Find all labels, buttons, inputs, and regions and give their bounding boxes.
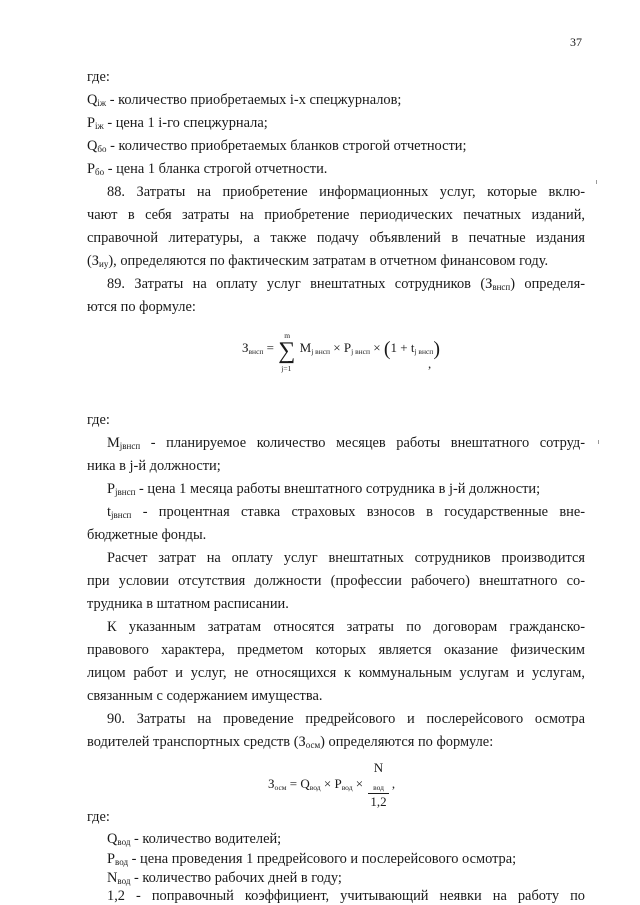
fraction: N $_{вод}$ 1,2 xyxy=(370,760,387,809)
p-incl-line-4: связанным с содержанием имущества. xyxy=(87,688,323,704)
def-pbo: $P_{бо}$ - цена 1 бланка строгой отчетности. xyxy=(87,161,328,177)
p-incl-line-1: К указанным затратам относятся затраты по договорам гражданско- xyxy=(107,619,585,635)
where-label-3: где: xyxy=(87,809,110,825)
formula-zosm: $З_{осм} = Q_{вод} \times P_{вод}$ × N $_{вод}$ 1,2 , xyxy=(268,760,396,809)
p89-line-1: 89. Затраты на оплату услуг внештатных сотрудников $(З_{внсп})$ определя- xyxy=(107,276,585,292)
p-calc-line-3: трудника в штатном расписании. xyxy=(87,596,289,612)
def-pjvnsp: $P_{jвнсп}$ - цена 1 месяца работы внештатного сотрудника в j-й должности; xyxy=(107,481,541,497)
def-nvod: $N_{вод}$ - количество рабочих дней в году; xyxy=(107,870,342,886)
sum-symbol: ∑ m j=1 xyxy=(278,331,296,373)
formula1-comma: , xyxy=(428,356,432,371)
p88-line-3: справочной литературы, а также подачу объявлений в печатные издания xyxy=(87,230,585,246)
scan-speck xyxy=(596,180,597,184)
def-mjvnsp: $M_{jвнсп}$ - планируемое количество месяцев работы внештатного сотруд- xyxy=(107,435,585,451)
def-qbo: $Q_{бо}$ - количество приобретаемых бланков строгой отчетности; xyxy=(87,138,467,154)
def-qizh: $Q_{iж}$ - количество приобретаемых i-х спецжурналов; xyxy=(87,92,402,108)
def-pizh: $P_{iж}$ - цена 1 i-го спецжурнала; xyxy=(87,115,268,131)
p88-line-2: чают в себя затраты на приобретение периодических печатных изданий, xyxy=(87,207,585,223)
scan-speck xyxy=(598,440,599,444)
def-coef-line-1: 1,2 - поправочный коэффициент, учитывающий неявки на работу по xyxy=(107,888,585,904)
p-incl-line-3: лицом работ и услуг, не относящихся к коммунальным услугам и услугам, xyxy=(87,665,585,681)
p88-line-1: 88. Затраты на приобретение информационных услуг, которые вклю- xyxy=(107,184,585,200)
def-tjvnsp-cont: бюджетные фонды. xyxy=(87,527,207,543)
p88-line-4: $(З_{иу})$, определяются по фактическим затратам в отчетном финансовом году. xyxy=(87,253,549,269)
where-label-2: где: xyxy=(87,412,110,428)
def-pvod: $P_{вод}$ - цена проведения 1 предрейсового и послерейсового осмотра; xyxy=(107,851,517,867)
page-number: 37 xyxy=(570,35,582,49)
p-calc-line-2: при условии отсутствия должности (профессии рабочего) внештатного со- xyxy=(87,573,585,589)
def-mjvnsp-cont: ника в j-й должности; xyxy=(87,458,221,474)
p89-line-2: ются по формуле: xyxy=(87,299,196,315)
p-incl-line-2: правового характера, предметом которых является оказание физическим xyxy=(87,642,585,658)
def-qvod: $Q_{вод}$ - количество водителей; xyxy=(107,831,282,847)
p90-line-2: водителей транспортных средств $(З_{осм})$ определяются по формуле: xyxy=(87,734,494,750)
where-label-1: где: xyxy=(87,69,110,85)
formula-zvnsp: $З_{внсп}$ = ∑ m j=1 $M_{j внсп} \times P_{j внсп} \times (1 + t_{j внсп})$ xyxy=(242,331,440,373)
p90-line-1: 90. Затраты на проведение предрейсового и послерейсового осмотра xyxy=(107,711,585,727)
p-calc-line-1: Расчет затрат на оплату услуг внештатных сотрудников производится xyxy=(107,550,585,566)
def-tjvnsp: $t_{jвнсп}$ - процентная ставка страховых взносов в государственные вне- xyxy=(107,504,585,520)
